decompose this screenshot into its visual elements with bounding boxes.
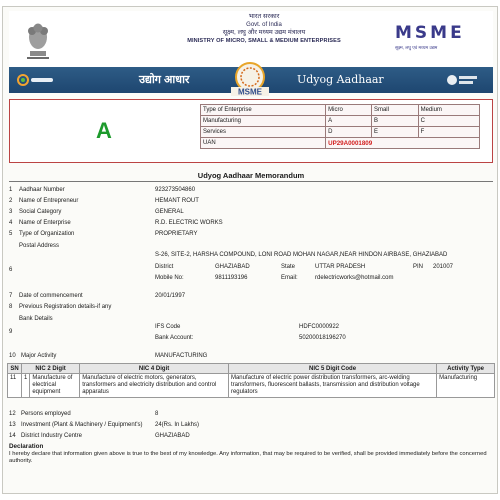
district-value: GHAZIABAD bbox=[215, 264, 250, 270]
field-label-major-activity: Major Activity bbox=[21, 353, 57, 359]
bank-account-label: Bank Account: bbox=[155, 335, 194, 341]
ifs-value: HDFC0000922 bbox=[299, 324, 340, 330]
field-value-investment: 24(Rs. In Lakhs) bbox=[155, 422, 200, 428]
mobile-value: 9811193196 bbox=[215, 275, 248, 281]
field-label-postal-address: Postal Address bbox=[19, 243, 60, 249]
field-number: 10 bbox=[9, 353, 16, 359]
nic-code-table bbox=[7, 363, 495, 398]
uan-label: UAN bbox=[201, 138, 326, 149]
field-number: 5 bbox=[9, 231, 13, 237]
memorandum-title: Udyog Aadhaar Memorandum bbox=[197, 171, 305, 180]
enterprise-grade: A bbox=[96, 118, 112, 143]
field-label-commencement: Date of commencement bbox=[19, 293, 83, 299]
enterprise-classification-box bbox=[9, 99, 493, 163]
postal-address-line: S-26, SITE-2, HARSHA COMPOUND, LONI ROAD MOHAN NAGAR,NEAR HINDON AIRBASE, GHAZIABAD bbox=[155, 252, 448, 258]
pin-label: PIN bbox=[413, 264, 424, 270]
field-number: 1 bbox=[9, 187, 13, 193]
table-row: Services D E F bbox=[201, 127, 480, 138]
table-row bbox=[8, 374, 495, 398]
field-number: 3 bbox=[9, 209, 13, 215]
udyog-aadhaar-certificate bbox=[2, 6, 498, 494]
msme-logo bbox=[395, 23, 479, 57]
table-header-row: SN NIC 2 Digit NIC 4 Digit NIC 5 Digit Code Activity Type bbox=[8, 364, 495, 374]
field-number: 4 bbox=[9, 220, 13, 226]
state-label: State bbox=[281, 264, 296, 270]
govt-hindi: भारत सरकार bbox=[248, 13, 280, 20]
state-value: UTTAR PRADESH bbox=[315, 264, 366, 270]
nic-sn: 11 bbox=[8, 374, 22, 398]
nic-5-digit: Manufacture of electric power distribution transformers, arc-welding transformers, fluorescent ballasts, transmission and distribution voltage regulators bbox=[228, 374, 436, 398]
field-label-enterprise: Name of Enterprise bbox=[19, 220, 71, 226]
field-label-previous-registration: Previous Registration details-if any bbox=[19, 304, 112, 310]
field-value-organization: PROPRIETARY bbox=[155, 231, 198, 237]
field-value-major-activity: MANUFACTURING bbox=[155, 353, 208, 359]
field-value-aadhaar: 923273504860 bbox=[155, 187, 196, 193]
nic-2-digit: Manufacture of electrical equipment bbox=[30, 374, 80, 398]
field-value-social-category: GENERAL bbox=[155, 209, 184, 215]
msme-logo-text: MSME bbox=[395, 23, 465, 43]
bank-account-value: 50200018196270 bbox=[299, 335, 346, 341]
field-number: 12 bbox=[9, 411, 16, 417]
field-label-organization: Type of Organization bbox=[19, 231, 75, 237]
field-label-persons: Persons employed bbox=[21, 411, 71, 417]
field-number: 8 bbox=[9, 304, 13, 310]
table-row: Type of Enterprise Micro Small Medium bbox=[201, 105, 480, 116]
mobile-label: Mobile No: bbox=[155, 275, 184, 281]
nic-index: 1 bbox=[21, 374, 29, 398]
field-number: 7 bbox=[9, 293, 13, 299]
divider bbox=[9, 181, 493, 182]
field-value-dic: GHAZIABAD bbox=[155, 433, 190, 439]
field-label-dic: District Industry Centre bbox=[21, 433, 83, 439]
field-value-entrepreneur: HEMANT ROUT bbox=[155, 198, 199, 204]
declaration-heading: Declaration bbox=[9, 443, 44, 450]
field-value-enterprise: R.D. ELECTRIC WORKS bbox=[155, 220, 223, 226]
uan-value: UP29A0001809 bbox=[326, 138, 480, 149]
govt-english: Govt. of India bbox=[246, 22, 282, 28]
field-label-aadhaar: Aadhaar Number bbox=[19, 187, 65, 193]
msme-logo-subtext: सूक्ष्म, लघु एवं मध्यम उद्यम bbox=[395, 45, 438, 50]
field-label-entrepreneur: Name of Entrepreneur bbox=[19, 198, 79, 204]
pin-value: 201007 bbox=[433, 264, 454, 270]
ifs-label: IFS Code bbox=[155, 324, 181, 330]
field-number: 9 bbox=[9, 329, 13, 335]
table-row: Manufacturing A B C bbox=[201, 116, 480, 127]
banner-hindi-title: उद्योग आधार bbox=[139, 74, 190, 86]
email-label: Email: bbox=[281, 275, 298, 281]
nic-activity-type: Manufacturing bbox=[437, 374, 495, 398]
field-number: 13 bbox=[9, 422, 16, 428]
field-value-commencement: 20/01/1997 bbox=[155, 293, 186, 299]
ministry-english: MINISTRY OF MICRO, SMALL & MEDIUM ENTERPRISES bbox=[187, 38, 341, 44]
udyog-aadhaar-banner bbox=[9, 67, 493, 97]
digital-india-logo-icon bbox=[17, 73, 57, 87]
field-value-persons: 8 bbox=[155, 411, 159, 417]
field-label-bank: Bank Details bbox=[19, 316, 53, 322]
district-label: District bbox=[155, 264, 174, 270]
field-label-investment: Investment (Plant & Machinery / Equipment's) bbox=[21, 422, 143, 428]
email-value: rdelectricworks@hotmail.com bbox=[315, 275, 394, 281]
banner-english-title: Udyog Aadhaar bbox=[297, 73, 384, 86]
field-number: 6 bbox=[9, 267, 13, 273]
field-label-social-category: Social Category bbox=[19, 209, 62, 215]
ministry-hindi: सूक्ष्म, लघु और मध्यम उद्यम मंत्रालय bbox=[222, 29, 306, 36]
certificate-header bbox=[9, 11, 493, 67]
declaration bbox=[9, 443, 493, 466]
government-title-block bbox=[159, 13, 369, 45]
uan-row bbox=[201, 138, 480, 149]
declaration-text: I hereby declare that information given above is true to the best of my knowledge. Any information, that may be required to be verified, shall be provided immediately before the concerned authority. bbox=[9, 450, 487, 464]
make-in-india-logo-icon bbox=[445, 73, 479, 87]
field-number: 14 bbox=[9, 433, 16, 439]
msme-seal-icon bbox=[221, 61, 279, 97]
nic-4-digit: Manufacture of electric motors, generators, transformers and electricity distribution and control apparatus bbox=[80, 374, 229, 398]
national-emblem-icon bbox=[21, 17, 55, 61]
field-number: 2 bbox=[9, 198, 13, 204]
enterprise-type-table bbox=[200, 104, 480, 149]
svg-text:MSME: MSME bbox=[238, 87, 262, 97]
